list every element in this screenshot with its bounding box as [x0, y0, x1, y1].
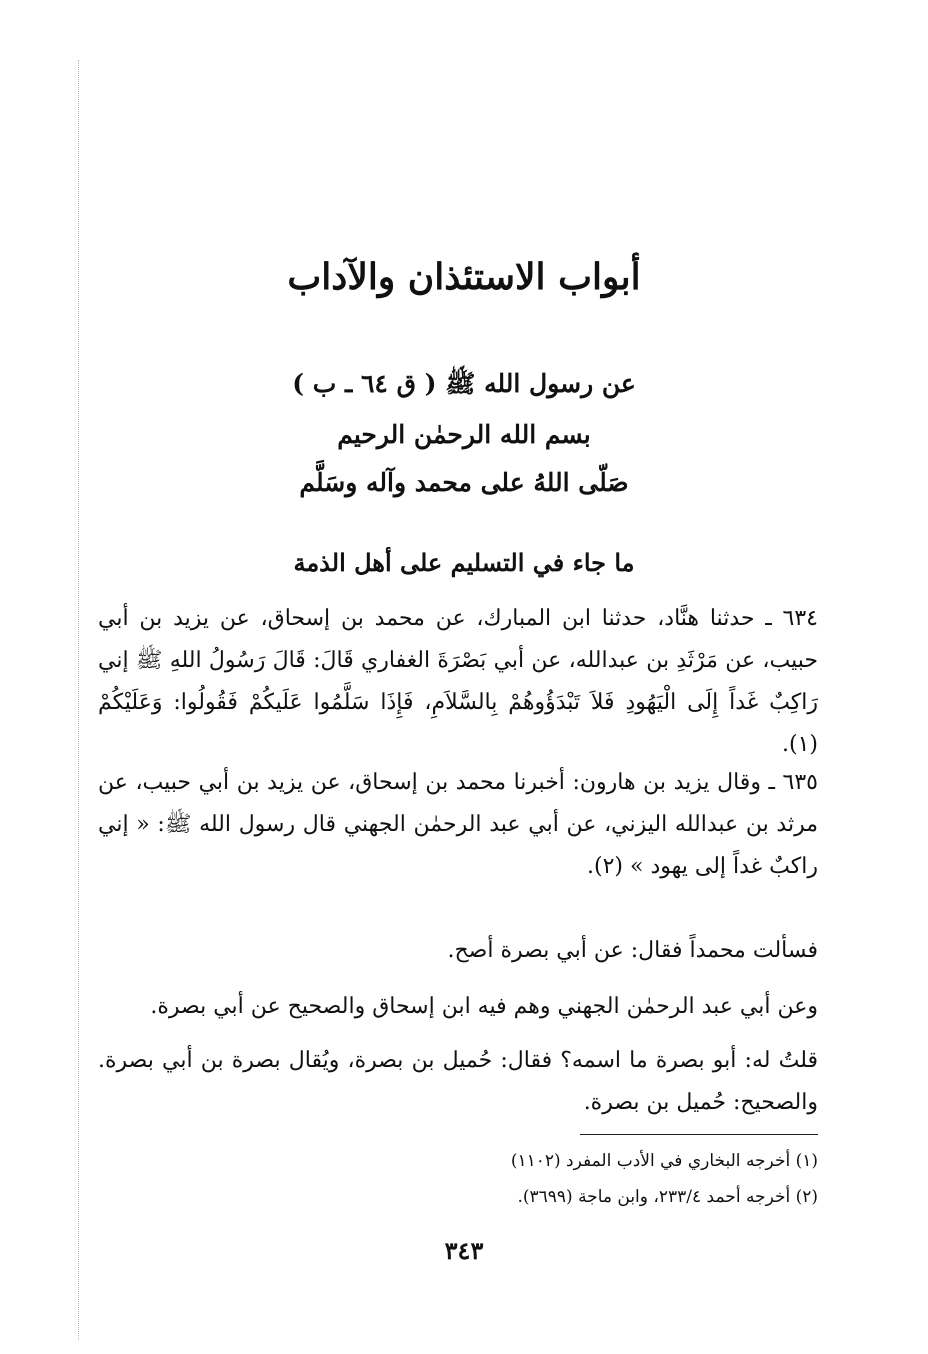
page-number: ٣٤٣: [444, 1236, 484, 1265]
chapter-heading: أبواب الاستئذان والآداب: [287, 256, 641, 298]
commentary-paragraph: فسألت محمداً فقال: عن أبي بصرة أصح.: [447, 938, 818, 963]
footnote-2: (٢) أخرجه أحمد ٢٣٣/٤، وابن ماجة (٣٦٩٩).: [517, 1187, 818, 1207]
hadith-634-paragraph: ٦٣٤ ـ حدثنا هنَّاد، حدثنا ابن المبارك، عن محمد بن إسحاق، عن يزيد بن أبي حبيب، عن مَرْثَدِ بن عبدالله، عن أبي بَصْرَةَ الغفاري قَالَ: قَالَ رَسُولُ اللهِ ﷺ إني رَاكِبٌ غَداً إِلَى الْيَهُودِ فَلاَ تَبْدَؤُوهُمْ بِالسَّلاَمِ، فَإِذَا سَلَّمُوا عَلَيكُمْ فَقُولُوا: وَعَلَيْكُمْ (١).: [98, 606, 818, 757]
section-title: ما جاء في التسليم على أهل الذمة: [293, 548, 635, 577]
subheading-salutation: صَلّى اللهُ على محمد وآله وسَلَّم: [299, 468, 629, 497]
footnote-divider: [580, 1134, 818, 1135]
subheading-narration: عن رسول الله ﷺ ( ق ٦٤ ـ ب ): [292, 369, 636, 398]
commentary-paragraph: قلتُ له: أبو بصرة ما اسمه؟ فقال: حُميل بن بصرة، ويُقال بصرة بن أبي بصرة. والصحيح: حُميل بن بصرة.: [98, 1048, 818, 1115]
subheading-basmala: بسم الله الرحمٰن الرحيم: [337, 420, 591, 449]
hadith-635-paragraph: ٦٣٥ ـ وقال يزيد بن هارون: أخبرنا محمد بن إسحاق، عن يزيد بن أبي حبيب، عن مرثد بن عبدالله اليزني، عن أبي عبد الرحمٰن الجهني قال رسول الله ﷺ: « إني راكبٌ غداً إلى يهود » (٢).: [98, 770, 818, 879]
commentary-paragraph: وعن أبي عبد الرحمٰن الجهني وهم فيه ابن إسحاق والصحيح عن أبي بصرة.: [150, 994, 818, 1019]
footnote-1: (١) أخرجه البخاري في الأدب المفرد (١١٠٢): [510, 1151, 818, 1171]
scan-edge-line: [78, 60, 79, 1340]
